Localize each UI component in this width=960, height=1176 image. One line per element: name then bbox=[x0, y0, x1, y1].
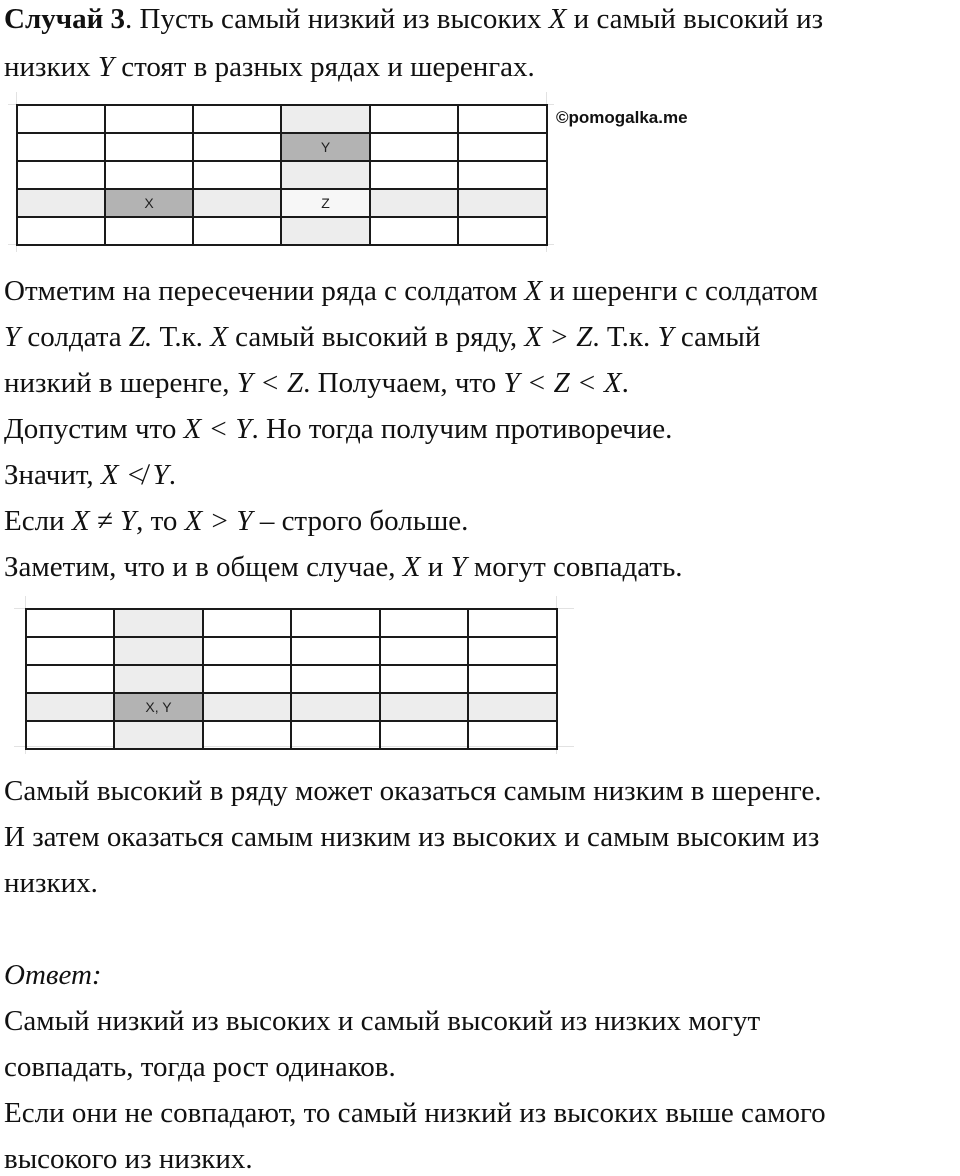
column-highlight-cell bbox=[114, 609, 203, 637]
watermark: ©pomogalka.me bbox=[556, 108, 688, 127]
cell-xy: X, Y bbox=[114, 693, 203, 721]
grid-case3 bbox=[16, 104, 548, 246]
column-highlight-cell bbox=[114, 637, 203, 665]
answer-line4: высокого из низких. bbox=[4, 1143, 253, 1175]
answer-line1: Самый низкий из высоких и самый высокий из низких могут bbox=[4, 1005, 761, 1037]
answer-line3: Если они не совпадают, то самый низкий из высоких выше самого bbox=[4, 1097, 826, 1129]
row-highlight-cell bbox=[291, 693, 380, 721]
cell-z: Z bbox=[281, 189, 370, 217]
row-highlight-cell bbox=[203, 693, 291, 721]
column-highlight-cell bbox=[281, 217, 370, 245]
answer-line2: совпадать, тогда рост одинаков. bbox=[4, 1051, 396, 1083]
para2-line4: Заметим, что и в общем случае, X и Y могут совпадать. bbox=[4, 551, 683, 583]
row-highlight-cell bbox=[370, 189, 458, 217]
row-highlight-cell bbox=[458, 189, 547, 217]
cell-x: X bbox=[105, 189, 193, 217]
grid-coincide bbox=[25, 608, 558, 750]
cell-y: Y bbox=[281, 133, 370, 161]
column-highlight-cell bbox=[281, 105, 370, 133]
para1-line3: низкий в шеренге, Y < Z. Получаем, что Y < Z < X. bbox=[4, 367, 629, 399]
case-heading-line2: низких Y стоят в разных рядах и шеренгах. bbox=[4, 51, 535, 83]
para2-line2: Значит, X ≮ Y. bbox=[4, 459, 177, 491]
column-highlight-cell bbox=[114, 665, 203, 693]
column-highlight-cell bbox=[281, 161, 370, 189]
row-highlight-cell bbox=[193, 189, 281, 217]
para3-line2: И затем оказаться самым низким из высоких и самым высоким из bbox=[4, 821, 820, 853]
para1-line2: Y солдата Z. Т.к. X самый высокий в ряду, X > Z. Т.к. Y самый bbox=[4, 321, 761, 353]
column-highlight-cell bbox=[114, 721, 203, 749]
row-highlight-cell bbox=[468, 693, 557, 721]
answer-label: Ответ: bbox=[4, 959, 102, 991]
case-title: Случай 3 bbox=[4, 3, 126, 35]
row-highlight-cell bbox=[26, 693, 114, 721]
para3-line3: низких. bbox=[4, 867, 98, 899]
row-highlight-cell bbox=[380, 693, 468, 721]
para2-line3: Если X ≠ Y, то X > Y – строго больше. bbox=[4, 505, 469, 537]
row-highlight-cell bbox=[17, 189, 105, 217]
para2-line1: Допустим что X < Y. Но тогда получим противоречие. bbox=[4, 413, 673, 445]
para3-line1: Самый высокий в ряду может оказаться самым низким в шеренге. bbox=[4, 775, 822, 807]
para1-line1: Отметим на пересечении ряда с солдатом X и шеренги с солдатом bbox=[4, 275, 818, 307]
case-heading-line1: Случай 3. Пусть самый низкий из высоких X и самый высокий из bbox=[4, 3, 824, 35]
